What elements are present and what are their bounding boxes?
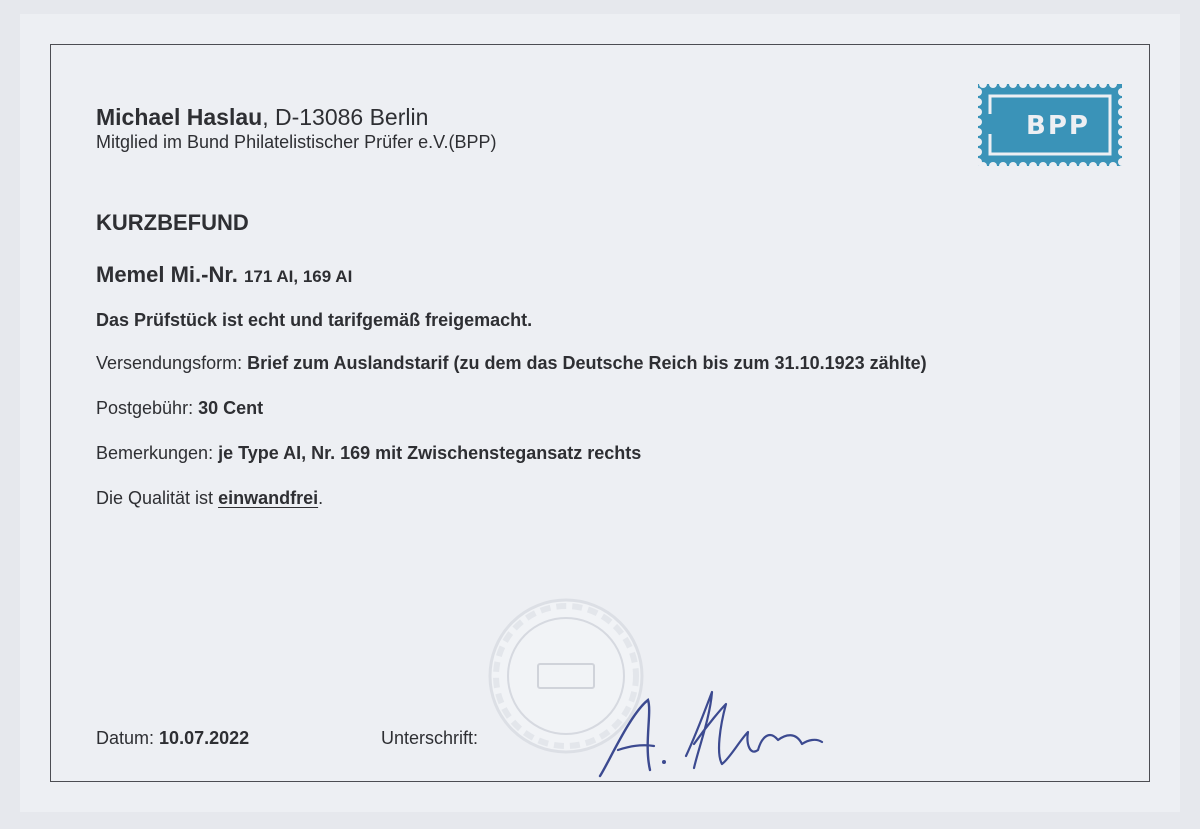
- versendung-line: Versendungsform: Brief zum Auslandstarif (zu dem das Deutsche Reich bis zum 31.10.1923 zählte): [96, 353, 927, 373]
- bpp-logo-text: BPP: [1026, 111, 1090, 141]
- postgebuehr-line: Postgebühr: 30 Cent: [96, 398, 264, 418]
- qualitaet-line: Die Qualität ist einwandfrei.: [96, 488, 324, 508]
- membership-line: Mitglied im Bund Philatelistischer Prüfer e.V.(BPP): [96, 132, 497, 152]
- datum-line: Datum: 10.07.2022: [96, 728, 250, 748]
- handwritten-signature: [590, 684, 830, 799]
- examiner-name: Michael Haslau, D-13086 Berlin: [96, 104, 429, 130]
- document-type: KURZBEFUND: [96, 210, 249, 235]
- bpp-logo: [978, 84, 1122, 171]
- certificate-sheet: [20, 14, 1180, 812]
- statement-line: Das Prüfstück ist echt und tarifgemäß freigemacht.: [96, 310, 533, 330]
- bemerkungen-line: Bemerkungen: je Type AI, Nr. 169 mit Zwischenstegansatz rechts: [96, 443, 642, 463]
- signature-label: Unterschrift:: [381, 728, 479, 748]
- item-line: Memel Mi.-Nr. 171 AI, 169 AI: [96, 262, 353, 287]
